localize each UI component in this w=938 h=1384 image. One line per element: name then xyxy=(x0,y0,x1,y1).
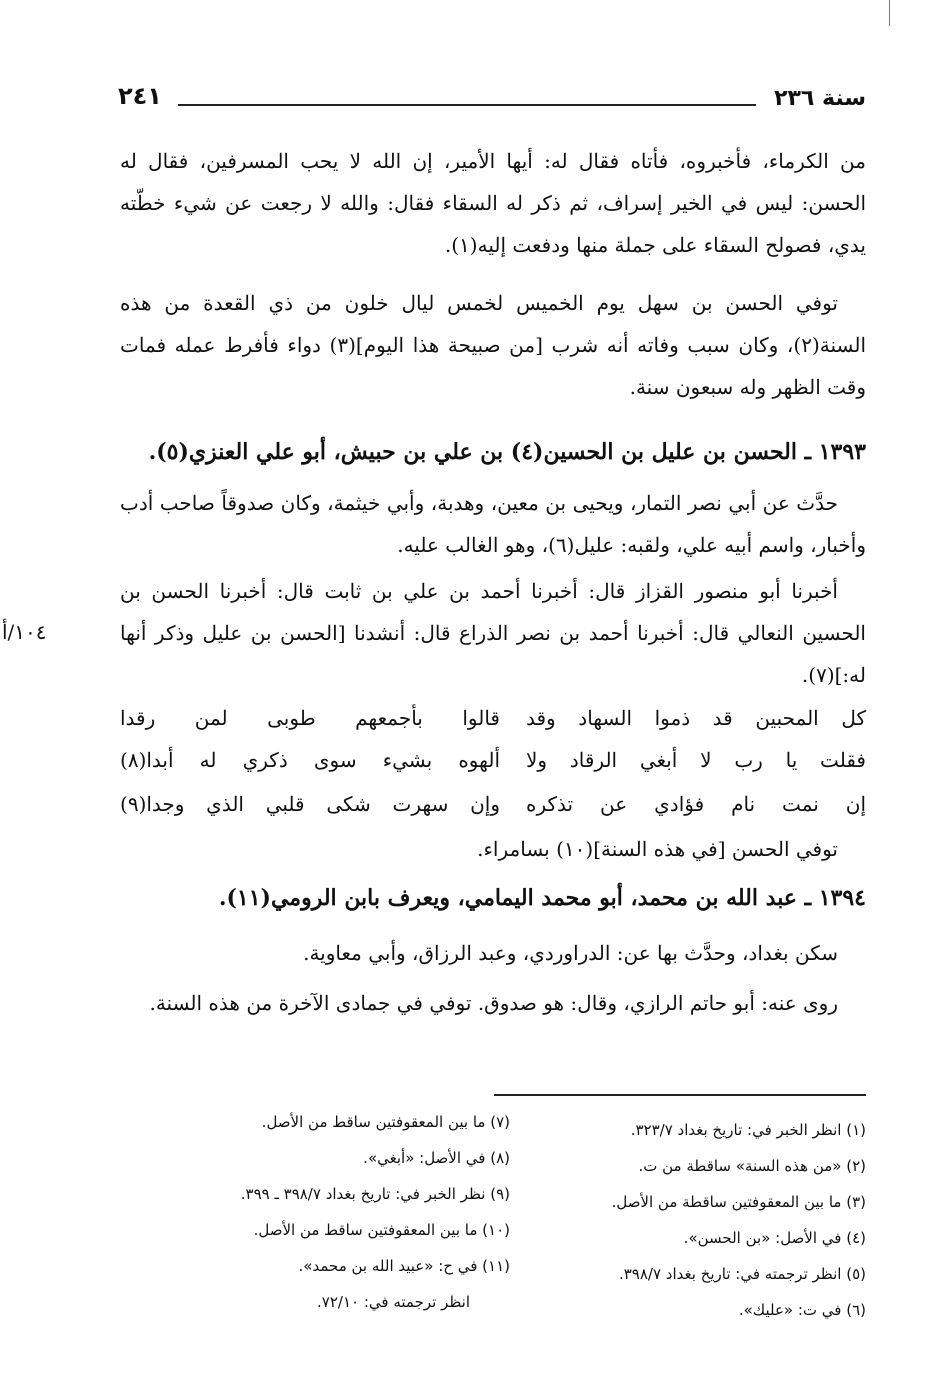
verse-3-first-hemistich: إن نمت نام فؤادي عن تذكره xyxy=(526,792,866,816)
footnote-2: (٢) «من هذه السنة» ساقطة من ت. xyxy=(638,1157,866,1175)
running-header xyxy=(118,82,866,118)
page-number: ٢٤١ xyxy=(118,82,162,110)
footnote-8: (٨) في الأصل: «أبغي». xyxy=(363,1149,510,1167)
footnote-1: (١) انظر الخبر في: تاريخ بغداد ٣٢٣/٧. xyxy=(630,1121,866,1139)
entry-1394-paragraph-1: سكن بغداد، وحدَّث بها عن: الدراوردي، وعبد الرزاق، وأبي معاوية. xyxy=(303,941,838,965)
footnote-separator xyxy=(494,1094,866,1096)
footnote-11-continued: انظر ترجمته في: ٧٢/١٠. xyxy=(317,1293,470,1311)
footnote-4: (٤) في الأصل: «بن الحسن». xyxy=(683,1229,866,1247)
manuscript-folio-ref: ١٠٤/أ xyxy=(2,620,47,644)
footnote-6: (٦) في ت: «عليك». xyxy=(738,1301,866,1319)
verse-1-second-hemistich: قالوا بأجمعهم طوبى لمن رقدا xyxy=(120,706,500,730)
footnote-3: (٣) ما بين المعقوفتين ساقطة من الأصل. xyxy=(611,1193,866,1211)
verse-line-1 xyxy=(120,698,866,738)
entry-1393-paragraph-1: حدَّث عن أبي نصر التمار، ويحيى بن معين، وهدبة، وأبي خيثمة، وكان صدوقاً صاحب أدب وأخبار، واسم أبيه علي، ولقبه: عليل(٦)، وهو الغالب عليه. xyxy=(120,491,866,557)
verse-line-3 xyxy=(120,784,866,824)
verse-3-second-hemistich: وإن سهرت شكى قلبي الذي وجدا(٩) xyxy=(120,792,500,816)
footnote-7: (٧) ما بين المعقوفتين ساقط من الأصل. xyxy=(261,1113,510,1131)
verse-1-first-hemistich: كل المحبين قد ذموا السهاد وقد xyxy=(526,706,866,730)
entry-1393-heading: ١٣٩٣ ـ الحسن بن عليل بن الحسين(٤) بن علي بن حبيش، أبو علي العنزي(٥). xyxy=(148,439,866,465)
paragraph-2: توفي الحسن بن سهل يوم الخميس لخمس ليال خلون من ذي القعدة من هذه السنة(٢)، وكان سبب وفاته أنه شرب [من صبيحة هذا اليوم](٣) دواء فأفرط عمله فمات وقت الظهر وله سبعون سنة. xyxy=(120,291,867,399)
verse-2-second-hemistich: ألهوه بشيء سوى ذكري له أبدا(٨) xyxy=(120,748,500,772)
verse-2-first-hemistich: فقلت يا رب لا أبغي الرقاد ولا xyxy=(526,748,866,772)
entry-1393-paragraph-2: أخبرنا أبو منصور القزاز قال: أخبرنا أحمد بن علي بن ثابت قال: أخبرنا الحسن بن الحسين النعالي قال: أخبرنا أحمد بن نصر الذراع قال: أنشدنا [الحسن بن عليل وذكر أنها له:](٧). xyxy=(120,579,866,687)
footnotes-left-column xyxy=(130,1104,510,1320)
footnote-11: (١١) في ح: «عبيد الله بن محمد». xyxy=(298,1257,510,1275)
entry-1393-paragraph-3: توفي الحسن [في هذه السنة](١٠) بسامراء. xyxy=(477,837,838,861)
header-year: سنة ٢٣٦ xyxy=(774,86,866,111)
footnote-5: (٥) انظر ترجمته في: تاريخ بغداد ٣٩٨/٧. xyxy=(618,1265,866,1283)
scan-mark xyxy=(889,0,890,26)
paragraph-1: من الكرماء، فأخبروه، فأتاه فقال له: أيها الأمير، إن الله لا يحب المسرفين، فقال له الحسن: ليس في الخير إسراف، ثم ذكر له السقاء فقال: والله لا رجعت عن شيء خطّته يدي، فصولح السقاء على جملة منها ودفعت إليه(١). xyxy=(120,149,866,257)
header-rule xyxy=(178,104,756,106)
footnote-9: (٩) نظر الخبر في: تاريخ بغداد ٣٩٨/٧ ـ ٣٩٩. xyxy=(240,1185,510,1203)
entry-1394-heading: ١٣٩٤ ـ عبد الله بن محمد، أبو محمد اليمامي، ويعرف بابن الرومي(١١). xyxy=(218,885,866,911)
verse-line-2 xyxy=(120,740,866,780)
entry-1394-paragraph-2: روى عنه: أبو حاتم الرازي، وقال: هو صدوق. توفي في جمادى الآخرة من هذه السنة. xyxy=(149,991,838,1015)
footnotes-right-column xyxy=(494,1112,866,1328)
footnote-10: (١٠) ما بين المعقوفتين ساقط من الأصل. xyxy=(253,1221,510,1239)
